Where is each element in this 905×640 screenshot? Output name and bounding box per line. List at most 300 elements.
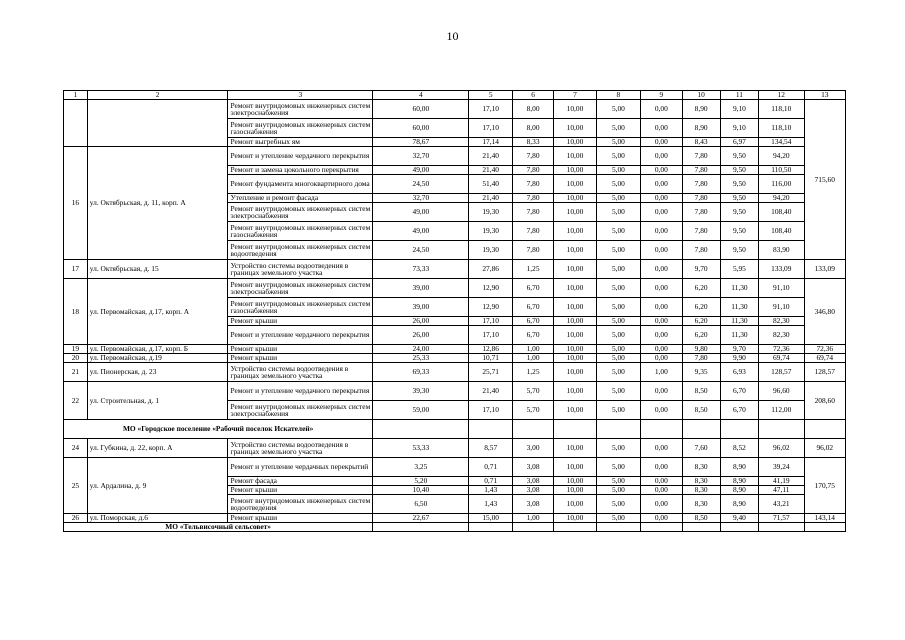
- empty-cell: [759, 523, 805, 532]
- total-cell: 208,60: [804, 382, 845, 420]
- total-cell: 69,74: [804, 354, 845, 363]
- value-cell-col-11: 9,50: [720, 222, 758, 241]
- value-cell-col-4: 69,33: [373, 363, 469, 382]
- value-cell-col-8: 5,00: [596, 326, 640, 345]
- value-cell-col-11: 9,10: [720, 100, 758, 119]
- value-cell-col-7: 10,00: [554, 222, 596, 241]
- value-cell-col-9: 0,00: [641, 514, 682, 523]
- column-header: 7: [554, 91, 596, 100]
- row-number: 20: [64, 354, 88, 363]
- value-cell-col-10: 8,50: [682, 514, 720, 523]
- empty-cell: [554, 420, 596, 439]
- column-header: 10: [682, 91, 720, 100]
- value-cell-col-6: 3,08: [512, 477, 553, 486]
- work-type: Ремонт внутридомовых инженерных систем электроснабжения: [228, 279, 373, 298]
- value-cell-col-5: 17,10: [469, 119, 512, 138]
- value-cell-col-8: 5,00: [596, 279, 640, 298]
- value-cell-col-9: 0,00: [641, 298, 682, 317]
- row-number: 24: [64, 439, 88, 458]
- column-header: 12: [759, 91, 805, 100]
- value-cell-col-12: 96,60: [759, 382, 805, 401]
- value-cell-col-10: 7,80: [682, 222, 720, 241]
- value-cell-col-9: 0,00: [641, 382, 682, 401]
- value-cell-col-8: 5,00: [596, 317, 640, 326]
- value-cell-col-12: 47,11: [759, 486, 805, 495]
- total-cell: 143,14: [804, 514, 845, 523]
- value-cell-col-11: 9,50: [720, 203, 758, 222]
- value-cell-col-7: 10,00: [554, 260, 596, 279]
- table-row: [64, 439, 846, 458]
- work-type: Ремонт внутридомовых инженерных систем водоотведения: [228, 495, 373, 514]
- value-cell-col-7: 10,00: [554, 100, 596, 119]
- value-cell-col-9: 0,00: [641, 222, 682, 241]
- column-header: 9: [641, 91, 682, 100]
- value-cell-col-12: 128,57: [759, 363, 805, 382]
- value-cell-col-10: 9,80: [682, 345, 720, 354]
- value-cell-col-4: 10,40: [373, 486, 469, 495]
- value-cell-col-10: 8,30: [682, 495, 720, 514]
- value-cell-col-9: 0,00: [641, 147, 682, 166]
- value-cell-col-8: 5,00: [596, 345, 640, 354]
- value-cell-col-6: 7,80: [512, 166, 553, 175]
- value-cell-col-6: 1,25: [512, 363, 553, 382]
- value-cell-col-12: 134,54: [759, 138, 805, 147]
- value-cell-col-11: 8,52: [720, 439, 758, 458]
- value-cell-col-9: 0,00: [641, 495, 682, 514]
- value-cell-col-5: 21,40: [469, 147, 512, 166]
- value-cell-col-5: 0,71: [469, 458, 512, 477]
- value-cell-col-6: 7,80: [512, 175, 553, 194]
- value-cell-col-5: 0,71: [469, 477, 512, 486]
- value-cell-col-4: 49,00: [373, 222, 469, 241]
- value-cell-col-10: 8,90: [682, 119, 720, 138]
- value-cell-col-11: 9,90: [720, 354, 758, 363]
- value-cell-col-6: 3,08: [512, 486, 553, 495]
- value-cell-col-6: 8,00: [512, 119, 553, 138]
- page-number: 10: [446, 29, 459, 43]
- value-cell-col-7: 10,00: [554, 345, 596, 354]
- value-cell-col-12: 39,24: [759, 458, 805, 477]
- column-header: 13: [804, 91, 845, 100]
- value-cell-col-5: 10,71: [469, 354, 512, 363]
- row-number: [64, 100, 88, 147]
- value-cell-col-10: 8,30: [682, 458, 720, 477]
- value-cell-col-6: 6,70: [512, 317, 553, 326]
- value-cell-col-10: 8,43: [682, 138, 720, 147]
- work-type: Ремонт выгребных ям: [228, 138, 373, 147]
- value-cell-col-7: 10,00: [554, 166, 596, 175]
- value-cell-col-8: 5,00: [596, 260, 640, 279]
- value-cell-col-5: 17,10: [469, 326, 512, 345]
- value-cell-col-5: 15,00: [469, 514, 512, 523]
- value-cell-col-7: 10,00: [554, 279, 596, 298]
- value-cell-col-10: 7,80: [682, 241, 720, 260]
- value-cell-col-12: 43,21: [759, 495, 805, 514]
- value-cell-col-11: 6,70: [720, 382, 758, 401]
- value-cell-col-8: 5,00: [596, 147, 640, 166]
- column-header: 1: [64, 91, 88, 100]
- value-cell-col-10: 8,90: [682, 100, 720, 119]
- empty-cell: [373, 420, 469, 439]
- value-cell-col-9: 0,00: [641, 166, 682, 175]
- value-cell-col-10: 6,20: [682, 279, 720, 298]
- value-cell-col-11: 9,10: [720, 119, 758, 138]
- value-cell-col-11: 9,50: [720, 241, 758, 260]
- value-cell-col-12: 96,02: [759, 439, 805, 458]
- value-cell-col-9: 0,00: [641, 203, 682, 222]
- value-cell-col-5: 12,90: [469, 298, 512, 317]
- value-cell-col-11: 9,50: [720, 147, 758, 166]
- value-cell-col-7: 10,00: [554, 138, 596, 147]
- value-cell-col-7: 10,00: [554, 241, 596, 260]
- value-cell-col-4: 5,20: [373, 477, 469, 486]
- value-cell-col-4: 24,50: [373, 241, 469, 260]
- value-cell-col-11: 8,90: [720, 486, 758, 495]
- value-cell-col-12: 72,36: [759, 345, 805, 354]
- value-cell-col-11: 6,70: [720, 401, 758, 420]
- column-header: 2: [87, 91, 228, 100]
- work-type: Ремонт внутридомовых инженерных систем газоснабжения: [228, 298, 373, 317]
- value-cell-col-8: 5,00: [596, 354, 640, 363]
- work-type: Ремонт крыши: [228, 354, 373, 363]
- value-cell-col-6: 8,33: [512, 138, 553, 147]
- value-cell-col-12: 110,50: [759, 166, 805, 175]
- empty-cell: [596, 523, 640, 532]
- value-cell-col-11: 11,30: [720, 317, 758, 326]
- value-cell-col-10: 7,80: [682, 194, 720, 203]
- value-cell-col-6: 1,25: [512, 260, 553, 279]
- value-cell-col-6: 8,00: [512, 100, 553, 119]
- value-cell-col-6: 1,00: [512, 354, 553, 363]
- address-cell: ул. Октябрьская, д. 11, корп. А: [87, 147, 228, 260]
- column-header: 11: [720, 91, 758, 100]
- row-number: 16: [64, 147, 88, 260]
- value-cell-col-11: 8,90: [720, 458, 758, 477]
- value-cell-col-7: 10,00: [554, 401, 596, 420]
- table-row: [64, 345, 846, 354]
- value-cell-col-12: 91,10: [759, 279, 805, 298]
- value-cell-col-4: 32,70: [373, 194, 469, 203]
- work-type: Устройство системы водоотведения в границах земельного участка: [228, 260, 373, 279]
- value-cell-col-4: 60,00: [373, 100, 469, 119]
- value-cell-col-12: 71,57: [759, 514, 805, 523]
- value-cell-col-8: 5,00: [596, 194, 640, 203]
- value-cell-col-7: 10,00: [554, 477, 596, 486]
- value-cell-col-5: 12,90: [469, 279, 512, 298]
- value-cell-col-11: 6,97: [720, 138, 758, 147]
- value-cell-col-10: 6,20: [682, 298, 720, 317]
- value-cell-col-8: 5,00: [596, 298, 640, 317]
- empty-cell: [512, 420, 553, 439]
- value-cell-col-4: 39,00: [373, 279, 469, 298]
- address-cell: ул. Поморская, д.6: [87, 514, 228, 523]
- value-cell-col-6: 6,70: [512, 298, 553, 317]
- value-cell-col-8: 5,00: [596, 401, 640, 420]
- value-cell-col-11: 9,50: [720, 194, 758, 203]
- empty-cell: [469, 420, 512, 439]
- value-cell-col-8: 5,00: [596, 222, 640, 241]
- empty-cell: [469, 523, 512, 532]
- table-row: [64, 147, 846, 166]
- row-number: 25: [64, 458, 88, 514]
- section-row: [64, 420, 846, 439]
- table-row: [64, 260, 846, 279]
- value-cell-col-12: 108,40: [759, 203, 805, 222]
- value-cell-col-4: 53,33: [373, 439, 469, 458]
- value-cell-col-9: 0,00: [641, 326, 682, 345]
- column-header: 6: [512, 91, 553, 100]
- value-cell-col-10: 7,60: [682, 439, 720, 458]
- value-cell-col-9: 0,00: [641, 477, 682, 486]
- header-row: [64, 91, 846, 100]
- column-header: 4: [373, 91, 469, 100]
- work-type: Ремонт крыши: [228, 514, 373, 523]
- empty-cell: [720, 523, 758, 532]
- work-type: Ремонт и замена цокольного перекрытия: [228, 166, 373, 175]
- value-cell-col-7: 10,00: [554, 298, 596, 317]
- value-cell-col-4: 24,00: [373, 345, 469, 354]
- value-cell-col-5: 21,40: [469, 166, 512, 175]
- work-type: Ремонт крыши: [228, 317, 373, 326]
- value-cell-col-12: 116,00: [759, 175, 805, 194]
- value-cell-col-11: 11,30: [720, 298, 758, 317]
- value-cell-col-11: 9,50: [720, 175, 758, 194]
- row-number: 17: [64, 260, 88, 279]
- work-type: Ремонт и утепление чердачного перекрытия: [228, 382, 373, 401]
- empty-cell: [641, 420, 682, 439]
- value-cell-col-9: 0,00: [641, 119, 682, 138]
- value-cell-col-4: 25,33: [373, 354, 469, 363]
- value-cell-col-12: 133,09: [759, 260, 805, 279]
- value-cell-col-4: 6,50: [373, 495, 469, 514]
- value-cell-col-4: 26,00: [373, 326, 469, 345]
- work-type: Ремонт внутридомовых инженерных систем электроснабжения: [228, 100, 373, 119]
- value-cell-col-7: 10,00: [554, 495, 596, 514]
- value-cell-col-5: 17,10: [469, 401, 512, 420]
- work-type: Ремонт внутридомовых инженерных систем водоотведения: [228, 241, 373, 260]
- value-cell-col-7: 10,00: [554, 194, 596, 203]
- row-number: 26: [64, 514, 88, 523]
- total-cell: 96,02: [804, 439, 845, 458]
- value-cell-col-8: 5,00: [596, 458, 640, 477]
- value-cell-col-8: 5,00: [596, 166, 640, 175]
- value-cell-col-11: 11,30: [720, 279, 758, 298]
- value-cell-col-4: 22,67: [373, 514, 469, 523]
- value-cell-col-6: 6,70: [512, 279, 553, 298]
- row-number: 22: [64, 382, 88, 420]
- value-cell-col-4: 73,33: [373, 260, 469, 279]
- value-cell-col-11: 5,95: [720, 260, 758, 279]
- total-cell: 72,36: [804, 345, 845, 354]
- address-cell: ул. Ардалина, д. 9: [87, 458, 228, 514]
- work-type: Ремонт внутридомовых инженерных систем электроснабжения: [228, 203, 373, 222]
- value-cell-col-6: 6,70: [512, 326, 553, 345]
- value-cell-col-12: 94,20: [759, 194, 805, 203]
- value-cell-col-8: 5,00: [596, 175, 640, 194]
- value-cell-col-6: 7,80: [512, 203, 553, 222]
- empty-cell: [512, 523, 553, 532]
- table-row: [64, 458, 846, 477]
- work-type: Ремонт крыши: [228, 486, 373, 495]
- value-cell-col-9: 0,00: [641, 458, 682, 477]
- address-cell: ул. Губкина, д. 22, корп. А: [87, 439, 228, 458]
- value-cell-col-10: 7,80: [682, 354, 720, 363]
- address-cell: ул. Первомайская, д.17, корп. А: [87, 279, 228, 345]
- value-cell-col-12: 94,20: [759, 147, 805, 166]
- work-type: Ремонт фасада: [228, 477, 373, 486]
- value-cell-col-4: 78,67: [373, 138, 469, 147]
- total-cell: 170,75: [804, 458, 845, 514]
- value-cell-col-12: 91,10: [759, 298, 805, 317]
- value-cell-col-7: 10,00: [554, 119, 596, 138]
- value-cell-col-4: 39,00: [373, 298, 469, 317]
- value-cell-col-10: 6,20: [682, 326, 720, 345]
- value-cell-col-5: 51,40: [469, 175, 512, 194]
- row-number: 21: [64, 363, 88, 382]
- value-cell-col-9: 0,00: [641, 138, 682, 147]
- work-type: Устройство системы водоотведения в границах земельного участка: [228, 439, 373, 458]
- empty-cell: [596, 420, 640, 439]
- empty-cell: [554, 523, 596, 532]
- column-header: 3: [228, 91, 373, 100]
- value-cell-col-5: 17,14: [469, 138, 512, 147]
- address-cell: ул. Первомайская, д.17, корп. Б: [87, 345, 228, 354]
- value-cell-col-10: 7,80: [682, 203, 720, 222]
- value-cell-col-6: 3,08: [512, 495, 553, 514]
- empty-cell: [373, 523, 469, 532]
- empty-cell: [804, 420, 845, 439]
- value-cell-col-8: 5,00: [596, 119, 640, 138]
- value-cell-col-7: 10,00: [554, 363, 596, 382]
- value-cell-col-5: 1,43: [469, 495, 512, 514]
- value-cell-col-11: 8,90: [720, 495, 758, 514]
- value-cell-col-4: 49,00: [373, 166, 469, 175]
- empty-cell: [682, 420, 720, 439]
- empty-cell: [720, 420, 758, 439]
- value-cell-col-9: 0,00: [641, 260, 682, 279]
- work-type: Ремонт и утепление чердачных перекрытий: [228, 458, 373, 477]
- value-cell-col-11: 6,93: [720, 363, 758, 382]
- empty-cell: [641, 523, 682, 532]
- value-cell-col-12: 118,10: [759, 100, 805, 119]
- value-cell-col-7: 10,00: [554, 486, 596, 495]
- table-row: [64, 382, 846, 401]
- value-cell-col-11: 9,40: [720, 514, 758, 523]
- value-cell-col-8: 5,00: [596, 486, 640, 495]
- value-cell-col-8: 5,00: [596, 382, 640, 401]
- repair-cost-table: [63, 90, 846, 532]
- value-cell-col-10: 8,30: [682, 477, 720, 486]
- work-type: Ремонт крыши: [228, 345, 373, 354]
- value-cell-col-12: 83,90: [759, 241, 805, 260]
- value-cell-col-8: 5,00: [596, 203, 640, 222]
- value-cell-col-8: 5,00: [596, 514, 640, 523]
- value-cell-col-9: 0,00: [641, 486, 682, 495]
- value-cell-col-6: 1,00: [512, 514, 553, 523]
- value-cell-col-6: 7,80: [512, 222, 553, 241]
- value-cell-col-5: 21,40: [469, 194, 512, 203]
- value-cell-col-10: 7,80: [682, 166, 720, 175]
- value-cell-col-8: 5,00: [596, 477, 640, 486]
- total-cell: 133,09: [804, 260, 845, 279]
- section-title: МО «Городское поселение «Рабочий поселок Искателей»: [64, 420, 373, 439]
- value-cell-col-5: 27,86: [469, 260, 512, 279]
- value-cell-col-7: 10,00: [554, 317, 596, 326]
- work-type: Ремонт внутридомовых инженерных систем газоснабжения: [228, 222, 373, 241]
- value-cell-col-4: 3,25: [373, 458, 469, 477]
- value-cell-col-12: 82,30: [759, 326, 805, 345]
- value-cell-col-5: 19,30: [469, 222, 512, 241]
- value-cell-col-12: 112,00: [759, 401, 805, 420]
- value-cell-col-5: 17,10: [469, 100, 512, 119]
- value-cell-col-4: 59,00: [373, 401, 469, 420]
- work-type: Ремонт внутридомовых инженерных систем электроснабжения: [228, 401, 373, 420]
- value-cell-col-6: 1,00: [512, 345, 553, 354]
- value-cell-col-6: 3,08: [512, 458, 553, 477]
- value-cell-col-10: 8,50: [682, 382, 720, 401]
- value-cell-col-9: 0,00: [641, 279, 682, 298]
- value-cell-col-12: 82,30: [759, 317, 805, 326]
- value-cell-col-5: 8,57: [469, 439, 512, 458]
- value-cell-col-7: 10,00: [554, 439, 596, 458]
- value-cell-col-10: 7,80: [682, 147, 720, 166]
- address-cell: ул. Октябрьская, д. 15: [87, 260, 228, 279]
- work-type: Ремонт и утепление чердачного перекрытия: [228, 147, 373, 166]
- value-cell-col-6: 7,80: [512, 241, 553, 260]
- value-cell-col-8: 5,00: [596, 241, 640, 260]
- value-cell-col-7: 10,00: [554, 326, 596, 345]
- work-type: Ремонт фундамента многоквартирного дома: [228, 175, 373, 194]
- value-cell-col-9: 0,00: [641, 401, 682, 420]
- value-cell-col-12: 118,10: [759, 119, 805, 138]
- work-type: Ремонт внутридомовых инженерных систем газоснабжения: [228, 119, 373, 138]
- value-cell-col-7: 10,00: [554, 458, 596, 477]
- value-cell-col-7: 10,00: [554, 382, 596, 401]
- value-cell-col-12: 41,19: [759, 477, 805, 486]
- empty-cell: [804, 523, 845, 532]
- value-cell-col-9: 1,00: [641, 363, 682, 382]
- address-cell: ул. Первомайская, д.19: [87, 354, 228, 363]
- value-cell-col-10: 9,70: [682, 260, 720, 279]
- table-row: [64, 354, 846, 363]
- value-cell-col-10: 9,35: [682, 363, 720, 382]
- value-cell-col-6: 5,70: [512, 382, 553, 401]
- total-cell: 346,80: [804, 279, 845, 345]
- total-cell: 128,57: [804, 363, 845, 382]
- value-cell-col-8: 5,00: [596, 439, 640, 458]
- value-cell-col-6: 7,80: [512, 194, 553, 203]
- value-cell-col-5: 19,30: [469, 241, 512, 260]
- section-title: МО «Тельвисочный сельсовет»: [64, 523, 373, 532]
- table-row: [64, 279, 846, 298]
- value-cell-col-9: 0,00: [641, 241, 682, 260]
- value-cell-col-9: 0,00: [641, 317, 682, 326]
- work-type: Устройство системы водоотведения в границах земельного участка: [228, 363, 373, 382]
- table-row: [64, 100, 846, 119]
- value-cell-col-4: 60,00: [373, 119, 469, 138]
- address-cell: ул. Строительная, д. 1: [87, 382, 228, 420]
- value-cell-col-5: 25,71: [469, 363, 512, 382]
- value-cell-col-5: 12,86: [469, 345, 512, 354]
- value-cell-col-4: 26,00: [373, 317, 469, 326]
- work-type: Ремонт и утепление чердачного перекрытия: [228, 326, 373, 345]
- value-cell-col-4: 32,70: [373, 147, 469, 166]
- value-cell-col-11: 8,90: [720, 477, 758, 486]
- value-cell-col-10: 7,80: [682, 175, 720, 194]
- value-cell-col-5: 17,10: [469, 317, 512, 326]
- column-header: 5: [469, 91, 512, 100]
- total-cell: 715,60: [804, 100, 845, 260]
